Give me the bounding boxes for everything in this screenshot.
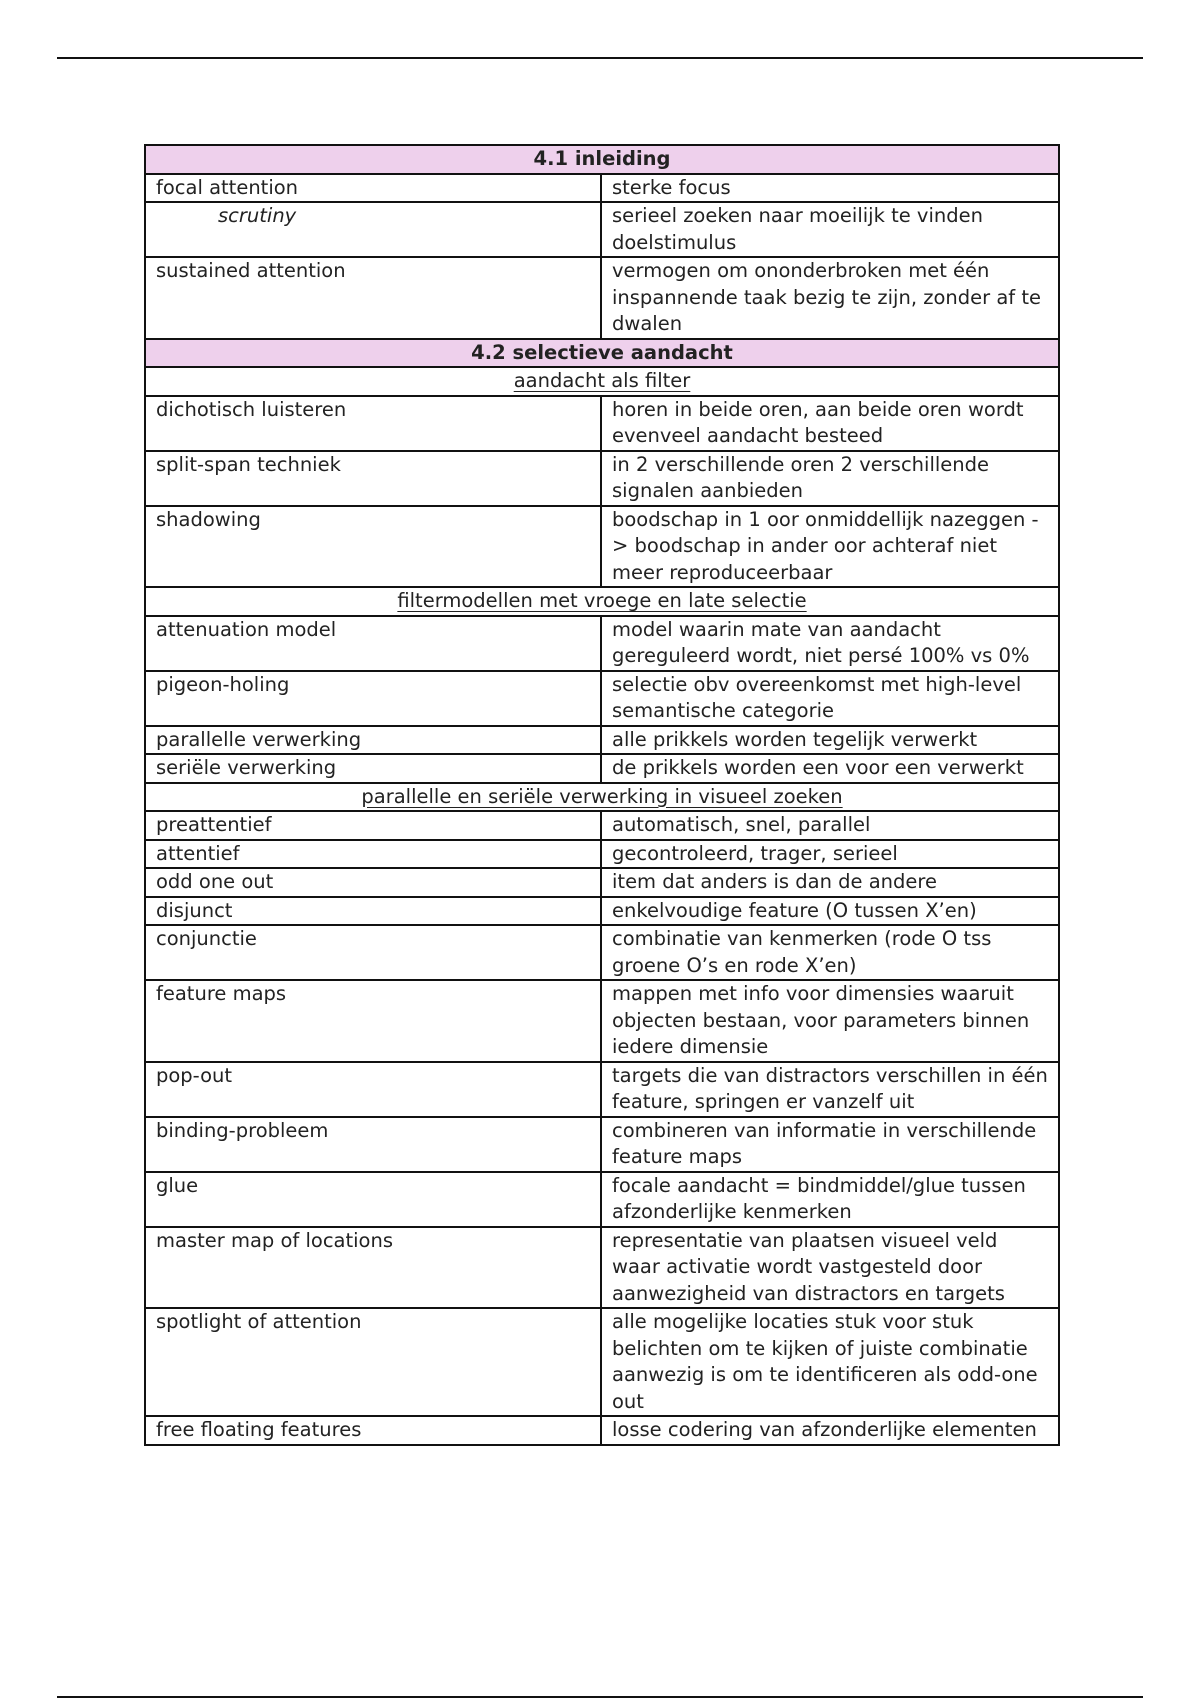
definition-cell: [601, 396, 1059, 451]
subheading-text: aandacht als filter: [513, 369, 691, 392]
glossary-row: [145, 451, 1059, 506]
glossary-row: [145, 506, 1059, 588]
header-rule: [57, 57, 1143, 59]
section-heading: 4.2 selectieve aandacht: [145, 339, 1059, 368]
term-cell: [145, 840, 601, 869]
definition-text: losse codering van afzonderlijke elementen: [612, 1418, 1037, 1441]
glossary-row: [145, 616, 1059, 671]
term-text: disjunct: [156, 898, 233, 922]
glossary-row: [145, 174, 1059, 203]
definition-text: sterke focus: [612, 175, 731, 199]
glossary-row: [145, 396, 1059, 451]
definition-text: focale aandacht = bindmiddel/glue tussen afzonderlijke kenmerken: [612, 1173, 1026, 1223]
definition-cell: [601, 726, 1059, 755]
term-cell: [145, 925, 601, 980]
term-cell: [145, 811, 601, 840]
glossary-row: [145, 202, 1059, 257]
definition-cell: [601, 1416, 1059, 1445]
definition-cell: [601, 1062, 1059, 1117]
term-text: scrutiny: [218, 204, 297, 227]
term-text: attentief: [156, 841, 240, 865]
term-cell: [145, 1062, 601, 1117]
definition-text: gecontroleerd, trager, serieel: [612, 841, 898, 865]
definition-text: combineren van informatie in verschillende feature maps: [612, 1118, 1037, 1168]
glossary-row: [145, 257, 1059, 339]
term-cell: [145, 1416, 601, 1445]
term-text: parallelle verwerking: [156, 727, 362, 751]
glossary-row: [145, 754, 1059, 783]
term-cell: [145, 868, 601, 897]
definition-cell: [601, 925, 1059, 980]
section-heading-row: [145, 339, 1059, 368]
subheading-cell: [145, 783, 1059, 812]
term-text: preattentief: [156, 813, 272, 836]
definition-text: in 2 verschillende oren 2 verschillende signalen aanbieden: [612, 452, 990, 502]
term-text: focal attention: [156, 175, 299, 199]
term-cell: [145, 202, 601, 257]
term-cell: [145, 257, 601, 339]
term-cell: [145, 616, 601, 671]
footer-rule: [57, 1696, 1143, 1698]
subheading-row: [145, 783, 1059, 812]
subheading-text: parallelle en seriële verwerking in visueel zoeken: [361, 784, 843, 808]
definition-text: selectie obv overeenkomst met high-level semantische categorie: [612, 672, 1022, 722]
term-cell: [145, 897, 601, 926]
term-cell: [145, 754, 601, 783]
definition-text: targets die van distractors verschillen in één feature, springen er vanzelf uit: [612, 1063, 1048, 1113]
term-cell: [145, 1172, 601, 1227]
term-text: pigeon-holing: [156, 672, 290, 696]
definition-cell: [601, 754, 1059, 783]
glossary-row: [145, 1117, 1059, 1172]
definition-cell: [601, 1172, 1059, 1227]
term-text: glue: [156, 1173, 199, 1197]
definition-cell: [601, 616, 1059, 671]
subheading-cell: [145, 587, 1059, 616]
glossary-row: [145, 897, 1059, 926]
definition-cell: [601, 1308, 1059, 1416]
glossary-row: [145, 1416, 1059, 1445]
term-text: seriële verwerking: [156, 756, 337, 779]
term-text: master map of locations: [156, 1228, 394, 1252]
term-cell: [145, 1308, 601, 1416]
glossary-row: [145, 1062, 1059, 1117]
term-cell: [145, 396, 601, 451]
definition-text: vermogen om ononderbroken met één inspannende taak bezig te zijn, zonder af te dwalen: [612, 259, 1041, 335]
definition-cell: [601, 811, 1059, 840]
definition-cell: [601, 671, 1059, 726]
definition-cell: [601, 1227, 1059, 1309]
term-text: pop-out: [156, 1063, 233, 1087]
definition-cell: [601, 506, 1059, 588]
term-text: free floating features: [156, 1418, 362, 1441]
definition-text: representatie van plaatsen visueel veld waar activatie wordt vastgesteld door aanwezigheid van distractors en targets: [612, 1228, 1005, 1305]
term-text: sustained attention: [156, 259, 346, 282]
definition-cell: [601, 174, 1059, 203]
glossary-row: [145, 840, 1059, 869]
definition-text: alle prikkels worden tegelijk verwerkt: [612, 727, 978, 751]
definition-cell: [601, 897, 1059, 926]
glossary-row: [145, 1308, 1059, 1416]
definition-text: alle mogelijke locaties stuk voor stuk belichten om te kijken of juiste combinatie aanwezig is om te identificeren als odd-one out: [612, 1310, 1038, 1413]
term-text: conjunctie: [156, 927, 257, 950]
term-cell: [145, 1117, 601, 1172]
glossary-row: [145, 1227, 1059, 1309]
glossary-body: [145, 145, 1059, 1445]
definition-cell: [601, 980, 1059, 1062]
definition-text: model waarin mate van aandacht gereguleerd wordt, niet persé 100% vs 0%: [612, 617, 1030, 667]
subheading-row: [145, 367, 1059, 396]
term-cell: [145, 980, 601, 1062]
definition-text: serieel zoeken naar moeilijk te vinden doelstimulus: [612, 204, 983, 254]
term-text: shadowing: [156, 507, 261, 531]
definition-cell: [601, 451, 1059, 506]
term-cell: [145, 671, 601, 726]
subheading-row: [145, 587, 1059, 616]
glossary-row: [145, 726, 1059, 755]
term-text: spotlight of attention: [156, 1310, 362, 1333]
term-text: dichotisch luisteren: [156, 397, 347, 421]
definition-text: mappen met info voor dimensies waaruit objecten bestaan, voor parameters binnen iedere dimensie: [612, 982, 1030, 1058]
definition-text: boodschap in 1 oor onmiddellijk nazeggen -> boodschap in ander oor achteraf niet meer reproduceerbaar: [612, 507, 1039, 584]
definition-text: horen in beide oren, aan beide oren wordt evenveel aandacht besteed: [612, 397, 1024, 447]
glossary-row: [145, 980, 1059, 1062]
glossary-row: [145, 925, 1059, 980]
definition-text: combinatie van kenmerken (rode O tss groene O’s en rode X’en): [612, 927, 992, 977]
section-heading-row: [145, 145, 1059, 174]
term-text: split-span techniek: [156, 452, 341, 476]
definition-cell: [601, 868, 1059, 897]
section-heading: 4.1 inleiding: [145, 145, 1059, 174]
glossary-row: [145, 1172, 1059, 1227]
term-text: odd one out: [156, 870, 274, 893]
glossary-row: [145, 671, 1059, 726]
definition-text: automatisch, snel, parallel: [612, 813, 871, 836]
definition-text: item dat anders is dan de andere: [612, 870, 937, 893]
definition-text: enkelvoudige feature (O tussen X’en): [612, 898, 977, 922]
glossary-row: [145, 811, 1059, 840]
definition-cell: [601, 257, 1059, 339]
term-cell: [145, 174, 601, 203]
term-cell: [145, 451, 601, 506]
subheading-cell: [145, 367, 1059, 396]
glossary-table: [144, 144, 1060, 1446]
definition-cell: [601, 1117, 1059, 1172]
term-cell: [145, 1227, 601, 1309]
glossary-row: [145, 868, 1059, 897]
definition-cell: [601, 840, 1059, 869]
term-text: binding-probleem: [156, 1118, 329, 1142]
term-text: feature maps: [156, 982, 287, 1005]
definition-text: de prikkels worden een voor een verwerkt: [612, 756, 1024, 779]
term-cell: [145, 506, 601, 588]
definition-cell: [601, 202, 1059, 257]
subheading-text: filtermodellen met vroege en late selectie: [397, 589, 807, 612]
term-cell: [145, 726, 601, 755]
term-text: attenuation model: [156, 617, 337, 641]
